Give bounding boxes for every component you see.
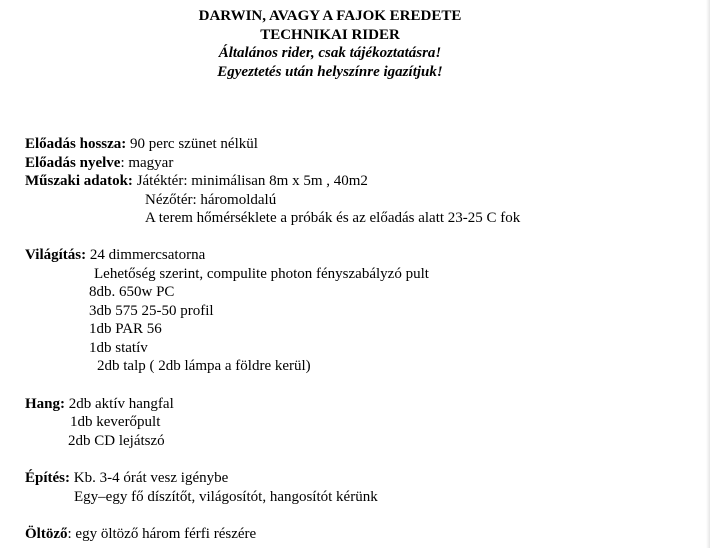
build-label: Építés: <box>25 470 70 486</box>
duration-label: Előadás hossza: <box>25 136 127 152</box>
dressing-value: : egy öltöző három férfi részére <box>67 526 257 542</box>
document-subtitle: TECHNIKAI RIDER <box>260 26 400 43</box>
sound-label: Hang: <box>25 396 66 412</box>
adjustment-note: Egyeztetés után helyszínre igazítjuk! <box>217 63 443 80</box>
document-title: DARWIN, AVAGY A FAJOK EREDETE <box>198 8 462 24</box>
lighting-label: Világítás: <box>25 247 87 263</box>
sound-item: 2db CD lejátszó <box>68 433 165 449</box>
duration-row <box>25 135 258 154</box>
temperature-line: A terem hőmérséklete a próbák és az előadás alatt 23-25 C fok <box>145 210 521 226</box>
disclaimer-note: Általános rider, csak tájékoztatásra! <box>218 45 442 62</box>
language-value: : magyar <box>120 155 174 171</box>
build-item: Egy–egy fő díszítőt, világosítót, hangosítót kérünk <box>74 489 378 505</box>
tech-row <box>25 172 368 191</box>
document-header <box>0 7 660 81</box>
sound-value: 2db aktív hangfal <box>65 396 174 412</box>
page-edge-shadow <box>706 0 710 548</box>
sound-item: 1db keverőpult <box>70 414 161 430</box>
lighting-item: 1db statív <box>89 340 148 356</box>
sound-row <box>25 395 174 414</box>
build-row <box>25 469 228 488</box>
lighting-value: 24 dimmercsatorna <box>86 247 206 263</box>
tech-label: Műszaki adatok: <box>25 173 133 189</box>
lighting-row <box>25 246 205 265</box>
build-value: Kb. 3-4 órát vesz igénybe <box>70 470 229 486</box>
dressing-label: Öltöző <box>25 526 68 542</box>
lighting-item: 2db talp ( 2db lámpa a földre kerül) <box>97 358 311 374</box>
lighting-item: 1db PAR 56 <box>89 321 162 337</box>
lighting-item: Lehetőség szerint, compulite photon fényszabályzó pult <box>94 266 429 282</box>
lighting-item: 8db. 650w PC <box>89 284 175 300</box>
language-label: Előadás nyelve <box>25 155 121 171</box>
language-row <box>25 154 173 173</box>
stage-size-value: Játéktér: minimálisan 8m x 5m , 40m2 <box>132 173 368 189</box>
lighting-item: 3db 575 25-50 profil <box>89 303 214 319</box>
dressing-row <box>25 525 256 544</box>
audience-line: Nézőtér: háromoldalú <box>145 192 277 208</box>
duration-value: 90 perc szünet nélkül <box>126 136 258 152</box>
